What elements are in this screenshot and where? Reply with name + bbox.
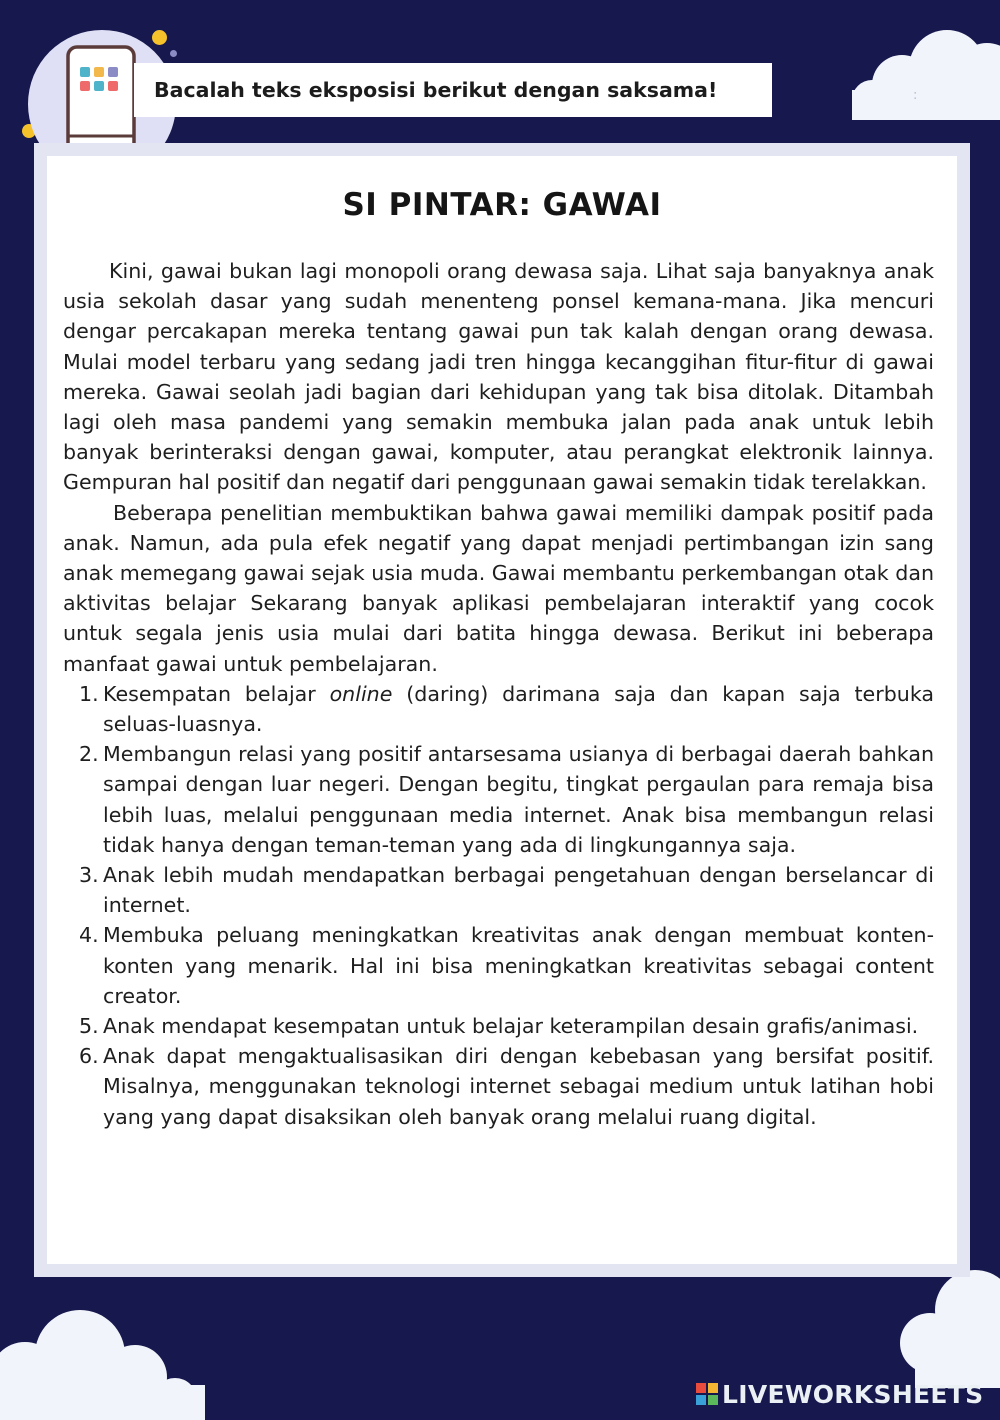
cloud-icon — [895, 1268, 1000, 1388]
cloud-icon — [842, 30, 1000, 120]
list-text: Anak mendapat kesempatan untuk belajar keterampilan desain grafis/animasi. — [103, 1014, 919, 1039]
list-number: 2. — [79, 742, 99, 767]
list-item — [63, 920, 934, 1011]
instruction-banner — [134, 63, 772, 117]
document-body — [63, 256, 934, 1132]
benefit-list — [63, 679, 934, 1132]
list-item — [63, 679, 934, 739]
list-text: Kesempatan belajar — [103, 681, 330, 706]
list-text-emphasis: online — [329, 681, 393, 706]
list-text: (daring) darimana saja dan kapan saja terbuka seluas-luasnya. — [103, 681, 935, 737]
list-number: 6. — [79, 1044, 99, 1069]
cloud-icon — [0, 1295, 205, 1420]
paragraph: Kini, gawai bukan lagi monopoli orang dewasa saja. Lihat saja banyaknya anak usia sekolah dasar yang sudah menenteng ponsel kemana-mana. Jika mencuri dengar percakapan mereka tentang gawai pun tak kalah dengan orang dewasa. Mulai model terbaru yang sedang jadi tren hingga kecanggihan fitur-fitur di gawai mereka. Gawai seolah jadi bagian dari kehidupan yang tak bisa ditolak. Ditambah lagi oleh masa pandemi yang semakin membuka jalan pada anak untuk lebih banyak berinteraksi dengan gawai, komputer, atau perangkat elektronik lainnya. Gempuran hal positif dan negatif dari penggunaan gawai semakin tidak terelakkan. — [63, 259, 934, 495]
list-item — [63, 739, 934, 860]
list-text: Membangun relasi yang positif antarsesama usianya di berbagai daerah bahkan sampai dengan luar negeri. Dengan begitu, tingkat pergaulan para remaja bisa lebih luas, melalui penggunaan media internet. Anak bisa membangun relasi tidak hanya dengan teman-teman yang ada di lingkungannya saja. — [103, 742, 934, 857]
list-number: 3. — [79, 863, 99, 888]
list-number: 1. — [79, 681, 99, 706]
list-item — [63, 1041, 934, 1132]
watermark[interactable] — [696, 1380, 983, 1408]
watermark-text: LIVEWORKSHEETS — [722, 1379, 984, 1409]
list-number: 4. — [79, 923, 99, 948]
list-text: Anak lebih mudah mendapatkan berbagai pengetahuan dengan berselancar di internet. — [103, 863, 934, 918]
document-title: SI PINTAR: GAWAI — [342, 187, 662, 223]
list-text: Membuka peluang meningkatkan kreativitas anak dengan membuat konten-konten yang menarik. Hal ini bisa meningkatkan kreativitas sebagai content creator. — [103, 923, 934, 1008]
list-item — [63, 1011, 934, 1041]
stray-mark: : — [913, 88, 918, 103]
instruction-text: Bacalah teks eksposisi berikut dengan saksama! — [154, 78, 718, 102]
liveworksheets-logo-icon — [696, 1383, 718, 1405]
list-text: Anak dapat mengaktualisasikan diri dengan kebebasan yang bersifat positif. Misalnya, menggunakan teknologi internet sebagai medium untuk latihan hobi yang yang dapat disaksikan oleh banyak orang melalui ruang digital. — [103, 1044, 934, 1129]
list-item — [63, 860, 934, 920]
paragraph: Beberapa penelitian membuktikan bahwa gawai memiliki dampak positif pada anak. Namun, ada pula efek negatif yang dapat menjadi pertimbangan izin sang anak memegang gawai sejak usia muda. Gawai membantu perkembangan otak dan aktivitas belajar Sekarang banyak aplikasi pembelajaran interaktif yang cocok untuk segala jenis usia mulai dari batita hingga dewasa. Berikut ini beberapa manfaat gawai untuk pembelajaran. — [63, 500, 934, 676]
list-number: 5. — [79, 1014, 99, 1039]
